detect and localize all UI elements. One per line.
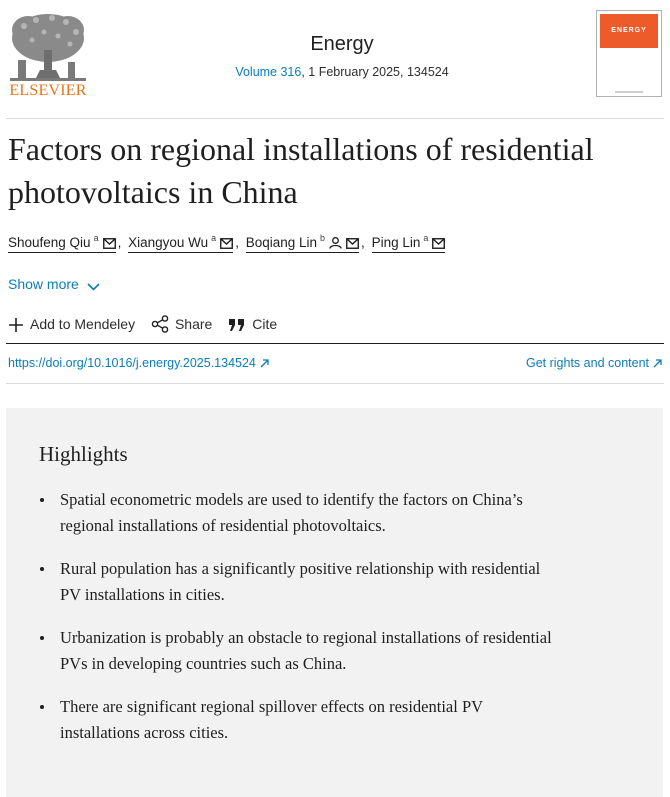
- article-title: Factors on regional installations of residential photovoltaics in China: [8, 131, 594, 210]
- article-actions: [8, 315, 289, 333]
- highlight-item: Urbanization is probably an obstacle to regional installations of residential PVs in developing countries such as China.: [39, 625, 559, 677]
- quote-icon: [228, 317, 246, 333]
- doi-link[interactable]: [8, 356, 269, 370]
- cover-title: ENERGY: [611, 27, 647, 34]
- get-rights-link[interactable]: [526, 356, 662, 370]
- rights-text: Get rights and content: [526, 356, 649, 370]
- envelope-icon: [220, 238, 233, 249]
- actions-divider: [6, 343, 664, 344]
- author-link-wu[interactable]: [128, 233, 233, 253]
- plus-icon: [8, 317, 24, 333]
- show-more-label: Show more: [8, 276, 79, 292]
- chevron-down-icon: [87, 283, 100, 291]
- journal-header: [0, 0, 670, 110]
- envelope-icon: [103, 238, 116, 249]
- affiliation-sup: b: [320, 233, 326, 243]
- show-more-button[interactable]: [8, 276, 100, 292]
- external-link-arrow-icon: [260, 359, 269, 368]
- journal-name-link[interactable]: Energy: [310, 33, 374, 55]
- issue-date-text: , 1 February 2025, 134524: [301, 65, 449, 79]
- author-list: [8, 233, 445, 253]
- author-separator: ,: [361, 235, 365, 250]
- author-name: Ping Lin: [371, 235, 421, 250]
- highlight-item: There are significant regional spillover effects on residential PV installations across cities.: [39, 694, 559, 746]
- author-name: Boqiang Lin: [245, 235, 318, 250]
- highlights-section: [6, 408, 663, 797]
- highlights-list: [39, 487, 559, 763]
- issue-info: [150, 65, 534, 79]
- cover-footer-line: [615, 91, 643, 93]
- doi-text: https://doi.org/10.1016/j.energy.2025.134524: [8, 356, 256, 370]
- share-button[interactable]: [151, 315, 212, 333]
- highlight-item: Spatial econometric models are used to identify the factors on China’s regional installations of residential photovoltaics.: [39, 487, 559, 539]
- author-name: Shoufeng Qiu: [8, 235, 91, 250]
- add-to-mendeley-button[interactable]: [8, 316, 135, 333]
- journal-cover-thumbnail[interactable]: [596, 10, 662, 97]
- mendeley-label: Add to Mendeley: [30, 316, 136, 332]
- cover-band: [600, 14, 658, 48]
- author-separator: ,: [235, 235, 239, 250]
- affiliation-sup: a: [423, 233, 429, 243]
- highlight-item: Rural population has a significantly positive relationship with residential PV installations in cities.: [39, 556, 559, 608]
- author-link-lin-ping[interactable]: [372, 233, 446, 253]
- person-icon: [329, 237, 342, 249]
- author-link-lin-boqiang[interactable]: [246, 233, 359, 253]
- author-separator: ,: [117, 235, 122, 250]
- cite-label: Cite: [252, 316, 278, 332]
- header-divider: [6, 118, 664, 119]
- publisher-wordmark: ELSEVIER: [9, 82, 87, 99]
- cite-button[interactable]: [228, 316, 277, 333]
- envelope-icon: [346, 238, 359, 249]
- volume-link[interactable]: Volume 316: [235, 65, 302, 79]
- author-link-qiu[interactable]: [8, 233, 116, 253]
- links-divider: [6, 383, 664, 384]
- envelope-icon: [432, 238, 445, 249]
- highlights-title: Highlights: [39, 442, 128, 466]
- share-icon: [151, 315, 169, 333]
- affiliation-sup: a: [211, 233, 217, 243]
- author-name: Xiangyou Wu: [128, 235, 209, 250]
- external-link-arrow-icon: [653, 359, 662, 368]
- affiliation-sup: a: [93, 233, 99, 243]
- share-label: Share: [174, 316, 213, 332]
